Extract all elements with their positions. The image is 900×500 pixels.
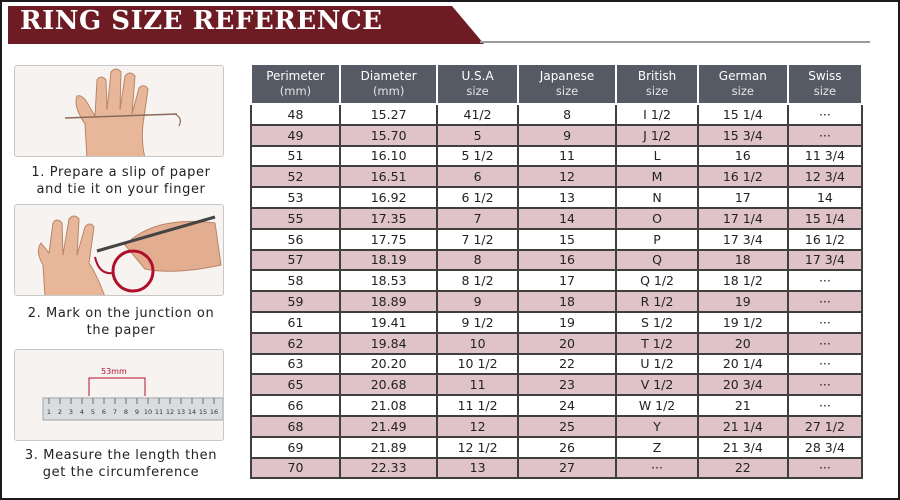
table-cell: 20	[518, 333, 616, 354]
table-cell: 21.08	[340, 395, 437, 416]
table-cell: ···	[788, 312, 862, 333]
table-cell: 10	[437, 333, 517, 354]
step-3-illustration	[14, 349, 224, 441]
table-cell: 19 1/2	[698, 312, 788, 333]
table-cell: 70	[251, 458, 340, 479]
table-cell: 7 1/2	[437, 229, 517, 250]
table-cell: 18	[698, 250, 788, 271]
column-header	[518, 64, 616, 104]
ruler-tick-label: 8	[123, 408, 129, 416]
column-header-name: Diameter	[360, 69, 417, 83]
table-cell: ···	[788, 291, 862, 312]
table-cell: 12 3/4	[788, 166, 862, 187]
table-cell: 52	[251, 166, 340, 187]
table-cell: ···	[788, 333, 862, 354]
table-cell: 26	[518, 437, 616, 458]
ruler-tick-label: 13	[176, 408, 186, 416]
step-2-text	[10, 305, 232, 339]
table-cell: 20 1/4	[698, 354, 788, 375]
table-cell: V 1/2	[616, 374, 698, 395]
ruler-tick-label: 7	[112, 408, 118, 416]
table-cell: ···	[788, 125, 862, 146]
table-cell: 8	[437, 250, 517, 271]
ruler-tick-label: 4	[79, 408, 85, 416]
table-cell: 21.49	[340, 416, 437, 437]
ruler-tick-label: 3	[68, 408, 74, 416]
ruler-tick-label: 5	[90, 408, 96, 416]
table-cell: ···	[788, 458, 862, 479]
table-cell: 15 3/4	[698, 125, 788, 146]
ruler-tick-label: 12	[165, 408, 175, 416]
table-cell: 17 3/4	[698, 229, 788, 250]
column-header-name: Swiss	[808, 69, 842, 83]
table-cell: 27 1/2	[788, 416, 862, 437]
table-cell: 11 3/4	[788, 146, 862, 167]
table-cell: 16.51	[340, 166, 437, 187]
table-cell: ···	[616, 458, 698, 479]
table-row	[251, 437, 862, 458]
table-cell: 18.19	[340, 250, 437, 271]
page-title: RING SIZE REFERENCE	[20, 6, 383, 36]
table-cell: 22.33	[340, 458, 437, 479]
step-3-text	[10, 447, 232, 481]
table-cell: 13	[518, 187, 616, 208]
table-cell: 11	[518, 146, 616, 167]
table-cell: 11 1/2	[437, 395, 517, 416]
table-cell: W 1/2	[616, 395, 698, 416]
table-cell: 6	[437, 166, 517, 187]
header-divider	[480, 41, 870, 43]
table-cell: 16 1/2	[698, 166, 788, 187]
table-header-row	[251, 64, 862, 104]
column-header	[698, 64, 788, 104]
ruler-tick-label: 10	[143, 408, 153, 416]
ruler-tick-label: 14	[187, 408, 197, 416]
table-cell: 56	[251, 229, 340, 250]
table-cell: 55	[251, 208, 340, 229]
table-row	[251, 104, 862, 125]
table-cell: Y	[616, 416, 698, 437]
table-cell: 68	[251, 416, 340, 437]
ruler-tick-label: 1	[46, 408, 52, 416]
table-cell: 14	[788, 187, 862, 208]
table-row	[251, 270, 862, 291]
table-cell: 22	[518, 354, 616, 375]
table-cell: 8 1/2	[437, 270, 517, 291]
table-cell: 20.68	[340, 374, 437, 395]
table-cell: 6 1/2	[437, 187, 517, 208]
table-row	[251, 229, 862, 250]
table-cell: 28 3/4	[788, 437, 862, 458]
table-cell: 16	[518, 250, 616, 271]
table-cell: 17	[518, 270, 616, 291]
table-cell: 24	[518, 395, 616, 416]
table-cell: 17 1/4	[698, 208, 788, 229]
table-cell: 41/2	[437, 104, 517, 125]
table-cell: 48	[251, 104, 340, 125]
table-cell: 10 1/2	[437, 354, 517, 375]
hand-with-paper-icon	[15, 66, 224, 157]
table-row	[251, 250, 862, 271]
table-cell: N	[616, 187, 698, 208]
table-cell: 18.53	[340, 270, 437, 291]
table-row	[251, 312, 862, 333]
step-1-illustration	[14, 65, 224, 157]
table-row	[251, 395, 862, 416]
column-header-name: British	[637, 69, 677, 83]
table-row	[251, 208, 862, 229]
table-cell: 17.35	[340, 208, 437, 229]
table-cell: 17.75	[340, 229, 437, 250]
table-cell: 61	[251, 312, 340, 333]
table-cell: 20 3/4	[698, 374, 788, 395]
column-header-unit: size	[466, 84, 489, 98]
table-cell: R 1/2	[616, 291, 698, 312]
table-cell: J 1/2	[616, 125, 698, 146]
table-cell: O	[616, 208, 698, 229]
table-cell: 9 1/2	[437, 312, 517, 333]
ruler-tick-label: 16	[209, 408, 219, 416]
pen-marking-finger-icon	[15, 205, 224, 296]
table-cell: ···	[788, 270, 862, 291]
step-2-line-1: 2. Mark on the junction on	[27, 306, 215, 321]
table-cell: 18	[518, 291, 616, 312]
step-3-line-2: get the circumference	[42, 465, 200, 480]
table-row	[251, 146, 862, 167]
table-cell: U 1/2	[616, 354, 698, 375]
step-1-text	[10, 164, 232, 198]
table-cell: 16 1/2	[788, 229, 862, 250]
table-cell: 12	[437, 416, 517, 437]
table-row	[251, 458, 862, 479]
column-header	[616, 64, 698, 104]
table-cell: ···	[788, 354, 862, 375]
table-cell: 16.92	[340, 187, 437, 208]
column-header-unit: size	[813, 84, 837, 98]
table-cell: 9	[518, 125, 616, 146]
table-cell: Z	[616, 437, 698, 458]
table-cell: 7	[437, 208, 517, 229]
table-cell: 19	[518, 312, 616, 333]
ruler-tick-label: 2	[57, 408, 63, 416]
table-cell: 18 1/2	[698, 270, 788, 291]
table-cell: 21 3/4	[698, 437, 788, 458]
table-cell: 12 1/2	[437, 437, 517, 458]
table-body	[251, 104, 862, 478]
table-cell: 58	[251, 270, 340, 291]
table-cell: 16	[698, 146, 788, 167]
size-chart	[250, 63, 863, 479]
table-row	[251, 291, 862, 312]
step-2-illustration	[14, 204, 224, 296]
table-cell: 9	[437, 291, 517, 312]
table-row	[251, 374, 862, 395]
table-row	[251, 166, 862, 187]
table-cell: 25	[518, 416, 616, 437]
table-cell: 22	[698, 458, 788, 479]
column-header	[251, 64, 340, 104]
table-cell: 5 1/2	[437, 146, 517, 167]
table-cell: 19.84	[340, 333, 437, 354]
table-cell: 15 1/4	[698, 104, 788, 125]
column-header	[788, 64, 862, 104]
table-cell: S 1/2	[616, 312, 698, 333]
column-header-unit: (mm)	[372, 84, 405, 98]
table-cell: 57	[251, 250, 340, 271]
table-cell: 18.89	[340, 291, 437, 312]
step-1-line-1: 1. Prepare a slip of paper	[31, 165, 211, 180]
table-cell: 15.27	[340, 104, 437, 125]
table-cell: Q 1/2	[616, 270, 698, 291]
table-cell: 51	[251, 146, 340, 167]
table-cell: 21	[698, 395, 788, 416]
table-cell: 21 1/4	[698, 416, 788, 437]
ruler-tick-label: 11	[154, 408, 164, 416]
table-cell: 53	[251, 187, 340, 208]
column-header	[340, 64, 437, 104]
column-header-name: U.S.A	[461, 69, 494, 83]
table-row	[251, 354, 862, 375]
ruler-tick-label: 9	[134, 408, 140, 416]
ruler-icon	[15, 350, 224, 441]
table-cell: 8	[518, 104, 616, 125]
table-cell: 69	[251, 437, 340, 458]
table-cell: 14	[518, 208, 616, 229]
table-cell: 65	[251, 374, 340, 395]
column-header-unit: size	[731, 84, 754, 98]
table-cell: 13	[437, 458, 517, 479]
table-cell: L	[616, 146, 698, 167]
table-cell: 62	[251, 333, 340, 354]
table-cell: 21.89	[340, 437, 437, 458]
table-cell: 11	[437, 374, 517, 395]
table-cell: 49	[251, 125, 340, 146]
table-cell: 15.70	[340, 125, 437, 146]
table-cell: ···	[788, 104, 862, 125]
table-cell: 27	[518, 458, 616, 479]
column-header-unit: size	[555, 84, 579, 98]
table-cell: 63	[251, 354, 340, 375]
step-2-line-2: the paper	[86, 323, 156, 338]
column-header-name: Perimeter	[266, 69, 325, 83]
table-cell: Q	[616, 250, 698, 271]
table-cell: 59	[251, 291, 340, 312]
table-cell: 19.41	[340, 312, 437, 333]
table-cell: 23	[518, 374, 616, 395]
table-cell: 19	[698, 291, 788, 312]
table-cell: 20	[698, 333, 788, 354]
step-3-line-1: 3. Measure the length then	[24, 448, 218, 463]
table-cell: 12	[518, 166, 616, 187]
table-row	[251, 416, 862, 437]
table-cell: M	[616, 166, 698, 187]
table-cell: 15	[518, 229, 616, 250]
table-cell: 5	[437, 125, 517, 146]
column-header-name: German	[718, 69, 767, 83]
ruler-tick-label: 6	[101, 408, 107, 416]
column-header	[437, 64, 517, 104]
table-cell: I 1/2	[616, 104, 698, 125]
column-header-unit: (mm)	[279, 84, 312, 98]
column-header-unit: size	[645, 84, 669, 98]
table-row	[251, 333, 862, 354]
table-cell: ···	[788, 395, 862, 416]
table-cell: 15 1/4	[788, 208, 862, 229]
table-cell: T 1/2	[616, 333, 698, 354]
column-header-name: Japanese	[539, 69, 595, 83]
table-cell: 16.10	[340, 146, 437, 167]
table-row	[251, 125, 862, 146]
ruler-tick-label: 15	[198, 408, 208, 416]
step-1-line-2: and tie it on your finger	[36, 182, 206, 197]
table-cell: P	[616, 229, 698, 250]
table-cell: 17	[698, 187, 788, 208]
ring-size-table	[250, 63, 863, 479]
ruler-measure-label: 53mm	[101, 367, 127, 376]
table-cell: 66	[251, 395, 340, 416]
table-cell: 17 3/4	[788, 250, 862, 271]
table-cell: ···	[788, 374, 862, 395]
table-row	[251, 187, 862, 208]
table-cell: 20.20	[340, 354, 437, 375]
